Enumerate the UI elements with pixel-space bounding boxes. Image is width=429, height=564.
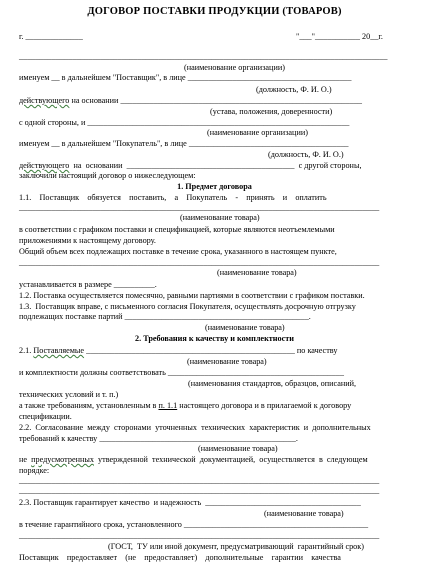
goods-line: ________________________________________________________________________________________: [19, 203, 380, 212]
hint-org-name: (наименование организации): [184, 63, 285, 72]
hint-position-name-2: (должность, Ф. И. О.): [268, 150, 344, 159]
hint-goods-6: (наименование товара): [264, 509, 344, 518]
supplied-word: Поставляемые: [33, 346, 85, 355]
clause-2-3-b: в течение гарантийного срока, установленного _____________________________________________: [19, 520, 369, 529]
section-1-heading: 1. Предмет договора: [177, 182, 252, 191]
clause-1-1-d: Общий объем всех подлежащих поставке в течение срока, указанного в настоящем пункте,: [19, 247, 337, 256]
basis-text-2: на основании _________________________________________ с другой стороны,: [69, 161, 362, 170]
clause-2-2-b: требований к качеству ________________________________________________.: [19, 434, 298, 443]
buyer-named-line: именуем __ в дальнейшем "Покупатель", в лице _______________________________________: [19, 139, 349, 148]
clause-1-2: 1.2. Поставка осуществляется помесячно, равными партиями в соответствии с графиком поставки.: [19, 291, 365, 300]
supplier-basis-line: [19, 96, 362, 106]
hint-position-name: (должность, Ф. И. О.): [256, 85, 332, 94]
hint-goods-5: (наименование товара): [198, 444, 278, 453]
date-field: "___"___________ 20__г.: [296, 32, 383, 41]
acting-word: действующего: [19, 96, 70, 105]
clause-2-1-d: и комплектности должны соответствовать ___________________________________________: [19, 368, 344, 377]
city-field: г. ______________: [19, 32, 83, 41]
warranty-line: ________________________________________________________________________________________: [19, 531, 380, 540]
clause-2-3: 2.3. Поставщик гарантирует качество и надежность ______________________________________: [19, 498, 361, 507]
clause-1-1-c: приложениями к настоящему договору.: [19, 236, 156, 245]
clause-2-1-rest: ___________________________________________________ по качеству: [84, 346, 338, 355]
concluded-line: заключили настоящий договор о нижеследующем:: [19, 171, 196, 180]
clause-2-1-f-text: а также требованиям, установленным в: [19, 401, 159, 410]
document-title: ДОГОВОР ПОСТАВКИ ПРОДУКЦИИ (ТОВАРОВ): [87, 6, 342, 17]
one-side-line: с одной стороны, и ________________________________________________________________: [19, 118, 350, 127]
clause-2-2-c: [19, 455, 368, 465]
hint-gost: (ГОСТ, ТУ или иной документ, предусматривающий гарантийный срок): [108, 542, 364, 551]
hint-charter: (устава, положения, доверенности): [210, 107, 333, 116]
section-2-heading: 2. Требования к качеству и комплектности: [135, 334, 294, 343]
clause-2-2: 2.2. Согласование между сторонами уточненных технических характеристик и дополнительных: [19, 423, 371, 432]
hint-goods: (наименование товара): [180, 213, 260, 222]
buyer-basis-line: [19, 161, 362, 171]
clause-1-1: 1.1. Поставщик обязуется поставить, а Покупатель - принять и оплатить: [19, 193, 327, 202]
clause-2-2-c-1: не: [19, 455, 32, 464]
clause-1-3: 1.3. Поставщик вправе, с письменного согласия Покупателя, осуществлять досрочную отгрузку: [19, 302, 356, 311]
hint-goods-2: (наименование товара): [217, 268, 297, 277]
clause-2-2-d: порядке:: [19, 466, 52, 475]
clause-2-1-num: 2.1.: [19, 346, 34, 355]
hint-goods-3: (наименование товара): [205, 323, 285, 332]
basis-text: на основании ___________________________________________________________: [69, 96, 363, 105]
clause-2-1-f-rest: настоящего договора и в прилагаемой к договору: [177, 401, 352, 410]
order-line-2: ________________________________________________________________________________________: [19, 486, 380, 495]
clause-2-4: Поставщик предоставляет (не предоставляет) дополнительные гарантии качества: [19, 553, 341, 562]
link-clause-1-1[interactable]: п. 1.1: [158, 401, 178, 410]
clause-2-1: [19, 346, 337, 356]
clause-1-1-b: в соответствии с графиком поставки и спецификацией, которые являются неотъемлемыми: [19, 225, 335, 234]
hint-standards: (наименования стандартов, образцов, описаний,: [188, 379, 357, 388]
clause-1-3-b: подлежащих поставке партий _____________________________________________.: [19, 312, 311, 321]
clause-2-2-c-3: утвержденной технической документацией, осуществляется в следующем: [93, 455, 368, 464]
goods-line-2: ________________________________________________________________________________________: [19, 258, 380, 267]
supplier-name-line: __________________________________________________________________________________________: [19, 52, 388, 61]
acting-word-2: действующего: [19, 161, 70, 170]
clause-2-1-e: технических условий и т. п.): [19, 390, 119, 399]
hint-goods-4: (наименование товара): [187, 357, 267, 366]
order-line-1: ________________________________________________________________________________________: [19, 476, 380, 485]
provided-word: предусмотренных: [31, 455, 94, 464]
supplier-named-line: именуем __ в дальнейшем "Поставщик", в лице ________________________________________: [19, 73, 352, 82]
hint-org-name-2: (наименование организации): [207, 128, 308, 137]
clause-1-1-e: устанавливается в размере __________.: [19, 280, 157, 289]
clause-2-1-i: спецификации.: [19, 412, 72, 421]
clause-2-1-f: [19, 401, 351, 411]
